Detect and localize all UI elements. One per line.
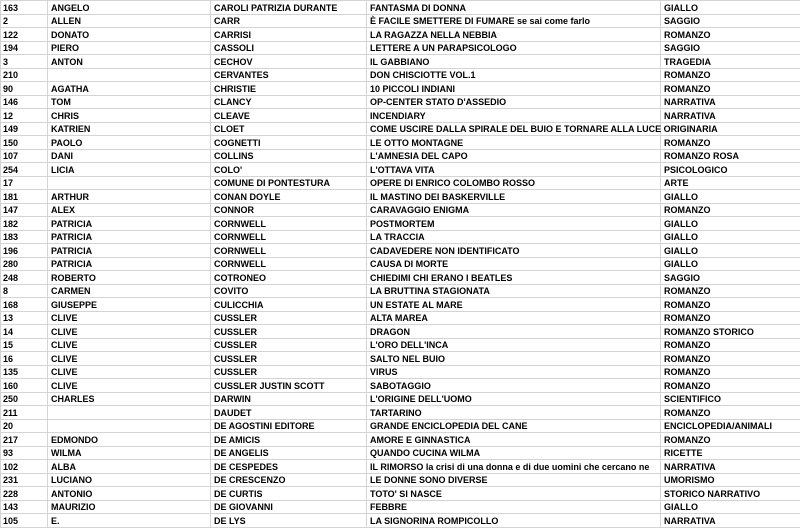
- cell-last-name[interactable]: CAROLI PATRIZIA DURANTE: [211, 1, 367, 15]
- spreadsheet-body: [1, 1, 800, 528]
- table-row: [1, 257, 800, 271]
- cell-id[interactable]: 122: [1, 28, 48, 42]
- cell-last-name[interactable]: CUSSLER: [211, 338, 367, 352]
- cell-genre[interactable]: ROMANZO: [661, 203, 800, 217]
- cell-id[interactable]: 183: [1, 230, 48, 244]
- cell-id[interactable]: 8: [1, 284, 48, 298]
- cell-id[interactable]: 168: [1, 298, 48, 312]
- cell-genre[interactable]: SAGGIO: [661, 41, 800, 55]
- cell-id[interactable]: 160: [1, 379, 48, 393]
- cell-title[interactable]: CHIEDIMI CHI ERANO I BEATLES: [367, 271, 661, 285]
- cell-title[interactable]: L'ORIGINE DELL'UOMO: [367, 392, 661, 406]
- cell-last-name[interactable]: CONAN DOYLE: [211, 190, 367, 204]
- cell-genre[interactable]: SCIENTIFICO: [661, 392, 800, 406]
- cell-first-name[interactable]: AGATHA: [48, 82, 211, 96]
- table-row: [1, 203, 800, 217]
- cell-last-name[interactable]: DE CRESCENZO: [211, 473, 367, 487]
- cell-first-name[interactable]: E.: [48, 514, 211, 528]
- cell-last-name[interactable]: COLLINS: [211, 149, 367, 163]
- cell-title[interactable]: AMORE E GINNASTICA: [367, 433, 661, 447]
- cell-genre[interactable]: ROMANZO: [661, 68, 800, 82]
- cell-last-name[interactable]: CULICCHIA: [211, 298, 367, 312]
- cell-id[interactable]: 16: [1, 352, 48, 366]
- cell-first-name[interactable]: WILMA: [48, 446, 211, 460]
- cell-genre[interactable]: ROMANZO ROSA: [661, 149, 800, 163]
- table-row: [1, 433, 800, 447]
- cell-title[interactable]: LE OTTO MONTAGNE: [367, 136, 661, 150]
- table-row: [1, 190, 800, 204]
- cell-genre[interactable]: NARRATIVA: [661, 514, 800, 528]
- cell-title[interactable]: CARAVAGGIO ENIGMA: [367, 203, 661, 217]
- cell-genre[interactable]: ROMANZO: [661, 338, 800, 352]
- table-row: [1, 82, 800, 96]
- table-row: [1, 419, 800, 433]
- cell-last-name[interactable]: CORNWELL: [211, 244, 367, 258]
- cell-last-name[interactable]: CECHOV: [211, 55, 367, 69]
- cell-title[interactable]: L'OTTAVA VITA: [367, 163, 661, 177]
- cell-title[interactable]: SALTO NEL BUIO: [367, 352, 661, 366]
- table-row: [1, 14, 800, 28]
- table-row: [1, 1, 800, 15]
- cell-last-name[interactable]: DAUDET: [211, 406, 367, 420]
- table-row: [1, 109, 800, 123]
- table-row: [1, 338, 800, 352]
- cell-title[interactable]: LE DONNE SONO DIVERSE: [367, 473, 661, 487]
- cell-last-name[interactable]: CARRISI: [211, 28, 367, 42]
- cell-title[interactable]: TOTO' SI NASCE: [367, 487, 661, 501]
- cell-genre[interactable]: ARTE: [661, 176, 800, 190]
- cell-genre[interactable]: GIALLO: [661, 244, 800, 258]
- cell-last-name[interactable]: DE LYS: [211, 514, 367, 528]
- cell-first-name[interactable]: PATRICIA: [48, 244, 211, 258]
- table-row: [1, 68, 800, 82]
- table-row: [1, 298, 800, 312]
- cell-first-name[interactable]: PATRICIA: [48, 230, 211, 244]
- cell-title[interactable]: IL RIMORSO la crisi di una donna e di due uomini che cercano ne: [367, 460, 661, 474]
- cell-first-name[interactable]: ALEX: [48, 203, 211, 217]
- cell-first-name[interactable]: ROBERTO: [48, 271, 211, 285]
- cell-first-name[interactable]: ARTHUR: [48, 190, 211, 204]
- cell-title[interactable]: LA RAGAZZA NELLA NEBBIA: [367, 28, 661, 42]
- cell-first-name[interactable]: CLIVE: [48, 365, 211, 379]
- cell-last-name[interactable]: CHRISTIE: [211, 82, 367, 96]
- cell-id[interactable]: 13: [1, 311, 48, 325]
- cell-title[interactable]: LA BRUTTINA STAGIONATA: [367, 284, 661, 298]
- cell-genre[interactable]: GIALLO: [661, 257, 800, 271]
- cell-last-name[interactable]: CLANCY: [211, 95, 367, 109]
- cell-title[interactable]: IL GABBIANO: [367, 55, 661, 69]
- cell-last-name[interactable]: COTRONEO: [211, 271, 367, 285]
- cell-genre[interactable]: NARRATIVA: [661, 95, 800, 109]
- cell-title[interactable]: SABOTAGGIO: [367, 379, 661, 393]
- cell-last-name[interactable]: CORNWELL: [211, 230, 367, 244]
- cell-last-name[interactable]: CLEAVE: [211, 109, 367, 123]
- table-row: [1, 446, 800, 460]
- cell-title[interactable]: LA SIGNORINA ROMPICOLLO: [367, 514, 661, 528]
- cell-first-name[interactable]: CLIVE: [48, 352, 211, 366]
- cell-id[interactable]: 231: [1, 473, 48, 487]
- cell-last-name[interactable]: COLO': [211, 163, 367, 177]
- table-row: [1, 284, 800, 298]
- cell-title[interactable]: QUANDO CUCINA WILMA: [367, 446, 661, 460]
- table-row: [1, 460, 800, 474]
- cell-id[interactable]: 105: [1, 514, 48, 528]
- cell-id[interactable]: 254: [1, 163, 48, 177]
- cell-last-name[interactable]: CORNWELL: [211, 217, 367, 231]
- cell-id[interactable]: 147: [1, 203, 48, 217]
- cell-id[interactable]: 181: [1, 190, 48, 204]
- cell-last-name[interactable]: CONNOR: [211, 203, 367, 217]
- cell-first-name[interactable]: KATRIEN: [48, 122, 211, 136]
- cell-id[interactable]: 20: [1, 419, 48, 433]
- table-row: [1, 514, 800, 528]
- table-row: [1, 392, 800, 406]
- cell-id[interactable]: 228: [1, 487, 48, 501]
- cell-last-name[interactable]: CERVANTES: [211, 68, 367, 82]
- cell-first-name[interactable]: ALLEN: [48, 14, 211, 28]
- cell-first-name[interactable]: DANI: [48, 149, 211, 163]
- cell-title[interactable]: L'AMNESIA DEL CAPO: [367, 149, 661, 163]
- cell-id[interactable]: 146: [1, 95, 48, 109]
- cell-first-name[interactable]: PATRICIA: [48, 217, 211, 231]
- cell-title[interactable]: UN ESTATE AL MARE: [367, 298, 661, 312]
- cell-first-name[interactable]: DONATO: [48, 28, 211, 42]
- cell-first-name[interactable]: [48, 419, 211, 433]
- cell-first-name[interactable]: PATRICIA: [48, 257, 211, 271]
- cell-id[interactable]: 12: [1, 109, 48, 123]
- cell-last-name[interactable]: DE CURTIS: [211, 487, 367, 501]
- table-row: [1, 176, 800, 190]
- table-row: [1, 163, 800, 177]
- cell-last-name[interactable]: DE AMICIS: [211, 433, 367, 447]
- cell-genre[interactable]: ROMANZO: [661, 352, 800, 366]
- cell-id[interactable]: 135: [1, 365, 48, 379]
- cell-id[interactable]: 15: [1, 338, 48, 352]
- cell-genre[interactable]: ROMANZO: [661, 365, 800, 379]
- cell-last-name[interactable]: CLOET: [211, 122, 367, 136]
- cell-title[interactable]: POSTMORTEM: [367, 217, 661, 231]
- cell-title[interactable]: LA TRACCIA: [367, 230, 661, 244]
- table-row: [1, 217, 800, 231]
- cell-genre[interactable]: NARRATIVA: [661, 109, 800, 123]
- cell-first-name[interactable]: [48, 68, 211, 82]
- cell-first-name[interactable]: EDMONDO: [48, 433, 211, 447]
- cell-id[interactable]: 3: [1, 55, 48, 69]
- cell-id[interactable]: 107: [1, 149, 48, 163]
- cell-first-name[interactable]: LUCIANO: [48, 473, 211, 487]
- table-row: [1, 28, 800, 42]
- cell-genre[interactable]: GIALLO: [661, 217, 800, 231]
- cell-id[interactable]: 217: [1, 433, 48, 447]
- cell-id[interactable]: 211: [1, 406, 48, 420]
- cell-genre[interactable]: PSICOLOGICO: [661, 163, 800, 177]
- cell-first-name[interactable]: ANGELO: [48, 1, 211, 15]
- table-row: [1, 325, 800, 339]
- cell-title[interactable]: FEBBRE: [367, 500, 661, 514]
- cell-id[interactable]: 280: [1, 257, 48, 271]
- cell-genre[interactable]: ENCICLOPEDIA/ANIMALI: [661, 419, 800, 433]
- table-row: [1, 365, 800, 379]
- cell-last-name[interactable]: DE AGOSTINI EDITORE: [211, 419, 367, 433]
- cell-genre[interactable]: ROMANZO: [661, 433, 800, 447]
- cell-title[interactable]: FANTASMA DI DONNA: [367, 1, 661, 15]
- cell-last-name[interactable]: COMUNE DI PONTESTURA: [211, 176, 367, 190]
- table-row: [1, 406, 800, 420]
- cell-id[interactable]: 90: [1, 82, 48, 96]
- table-row: [1, 500, 800, 514]
- cell-title[interactable]: INCENDIARY: [367, 109, 661, 123]
- cell-title[interactable]: LETTERE A UN PARAPSICOLOGO: [367, 41, 661, 55]
- cell-first-name[interactable]: CLIVE: [48, 325, 211, 339]
- cell-title[interactable]: L'ORO DELL'INCA: [367, 338, 661, 352]
- cell-last-name[interactable]: COVITO: [211, 284, 367, 298]
- cell-first-name[interactable]: CLIVE: [48, 379, 211, 393]
- table-row: [1, 244, 800, 258]
- cell-genre[interactable]: ROMANZO: [661, 136, 800, 150]
- table-row: [1, 122, 800, 136]
- cell-first-name[interactable]: CLIVE: [48, 338, 211, 352]
- cell-first-name[interactable]: ALBA: [48, 460, 211, 474]
- cell-title[interactable]: OPERE DI ENRICO COLOMBO ROSSO: [367, 176, 661, 190]
- cell-last-name[interactable]: DE ANGELIS: [211, 446, 367, 460]
- table-row: [1, 379, 800, 393]
- cell-first-name[interactable]: TOM: [48, 95, 211, 109]
- cell-genre[interactable]: GIALLO: [661, 190, 800, 204]
- table-row: [1, 352, 800, 366]
- cell-first-name[interactable]: CHARLES: [48, 392, 211, 406]
- cell-first-name[interactable]: LICIA: [48, 163, 211, 177]
- cell-last-name[interactable]: CUSSLER: [211, 365, 367, 379]
- cell-title[interactable]: TARTARINO: [367, 406, 661, 420]
- cell-genre[interactable]: ROMANZO: [661, 284, 800, 298]
- cell-genre[interactable]: NARRATIVA: [661, 460, 800, 474]
- cell-genre[interactable]: SAGGIO: [661, 14, 800, 28]
- table-row: [1, 41, 800, 55]
- cell-title[interactable]: VIRUS: [367, 365, 661, 379]
- cell-genre[interactable]: SAGGIO: [661, 271, 800, 285]
- table-row: [1, 136, 800, 150]
- cell-id[interactable]: 17: [1, 176, 48, 190]
- cell-first-name[interactable]: CLIVE: [48, 311, 211, 325]
- cell-title[interactable]: GRANDE ENCICLOPEDIA DEL CANE: [367, 419, 661, 433]
- cell-first-name[interactable]: MAURIZIO: [48, 500, 211, 514]
- cell-title[interactable]: IL MASTINO DEI BASKERVILLE: [367, 190, 661, 204]
- cell-id[interactable]: 182: [1, 217, 48, 231]
- cell-last-name[interactable]: CUSSLER JUSTIN SCOTT: [211, 379, 367, 393]
- cell-id[interactable]: 150: [1, 136, 48, 150]
- cell-last-name[interactable]: DARWIN: [211, 392, 367, 406]
- cell-id[interactable]: 102: [1, 460, 48, 474]
- cell-title[interactable]: CAUSA DI MORTE: [367, 257, 661, 271]
- table-row: [1, 149, 800, 163]
- cell-title[interactable]: 10 PICCOLI INDIANI: [367, 82, 661, 96]
- cell-id[interactable]: 163: [1, 1, 48, 15]
- cell-id[interactable]: 93: [1, 446, 48, 460]
- cell-genre[interactable]: ROMANZO: [661, 311, 800, 325]
- table-row: [1, 55, 800, 69]
- cell-id[interactable]: 248: [1, 271, 48, 285]
- cell-title[interactable]: È FACILE SMETTERE DI FUMARE se sai come farlo: [367, 14, 661, 28]
- cell-first-name[interactable]: [48, 406, 211, 420]
- cell-title[interactable]: DRAGON: [367, 325, 661, 339]
- table-row: [1, 473, 800, 487]
- cell-id[interactable]: 194: [1, 41, 48, 55]
- cell-genre[interactable]: GIALLO: [661, 500, 800, 514]
- cell-last-name[interactable]: CUSSLER: [211, 325, 367, 339]
- cell-first-name[interactable]: GIUSEPPE: [48, 298, 211, 312]
- cell-title[interactable]: DON CHISCIOTTE VOL.1: [367, 68, 661, 82]
- cell-title[interactable]: OP-CENTER STATO D'ASSEDIO: [367, 95, 661, 109]
- cell-id[interactable]: 14: [1, 325, 48, 339]
- cell-genre[interactable]: RICETTE: [661, 446, 800, 460]
- cell-genre[interactable]: ROMANZO: [661, 28, 800, 42]
- cell-last-name[interactable]: COGNETTI: [211, 136, 367, 150]
- cell-id[interactable]: 210: [1, 68, 48, 82]
- cell-last-name[interactable]: CASSOLI: [211, 41, 367, 55]
- cell-title[interactable]: CADAVEDERE NON IDENTIFICATO: [367, 244, 661, 258]
- cell-genre[interactable]: GIALLO: [661, 1, 800, 15]
- cell-last-name[interactable]: CUSSLER: [211, 352, 367, 366]
- cell-genre[interactable]: ROMANZO STORICO: [661, 325, 800, 339]
- table-row: [1, 311, 800, 325]
- cell-title[interactable]: ALTA MAREA: [367, 311, 661, 325]
- cell-last-name[interactable]: CUSSLER: [211, 311, 367, 325]
- cell-genre[interactable]: ROMANZO: [661, 379, 800, 393]
- cell-genre[interactable]: GIALLO: [661, 230, 800, 244]
- cell-id[interactable]: 250: [1, 392, 48, 406]
- cell-id[interactable]: 196: [1, 244, 48, 258]
- cell-genre[interactable]: ROMANZO: [661, 298, 800, 312]
- cell-first-name[interactable]: CHRIS: [48, 109, 211, 123]
- cell-last-name[interactable]: CARR: [211, 14, 367, 28]
- table-row: [1, 95, 800, 109]
- cell-genre[interactable]: ROMANZO: [661, 82, 800, 96]
- cell-id[interactable]: 143: [1, 500, 48, 514]
- cell-last-name[interactable]: CORNWELL: [211, 257, 367, 271]
- cell-id[interactable]: 2: [1, 14, 48, 28]
- cell-last-name[interactable]: DE GIOVANNI: [211, 500, 367, 514]
- table-row: [1, 230, 800, 244]
- cell-genre[interactable]: UMORISMO: [661, 473, 800, 487]
- cell-first-name[interactable]: PIERO: [48, 41, 211, 55]
- cell-first-name[interactable]: [48, 176, 211, 190]
- table-row: [1, 271, 800, 285]
- cell-title[interactable]: COME USCIRE DALLA SPIRALE DEL BUIO E TORNARE ALLA LUCE ORIGINARIA: [367, 122, 661, 136]
- cell-first-name[interactable]: ANTONIO: [48, 487, 211, 501]
- cell-first-name[interactable]: CARMEN: [48, 284, 211, 298]
- cell-id[interactable]: 149: [1, 122, 48, 136]
- cell-genre[interactable]: TRAGEDIA: [661, 55, 800, 69]
- cell-last-name[interactable]: DE CESPEDES: [211, 460, 367, 474]
- cell-first-name[interactable]: PAOLO: [48, 136, 211, 150]
- cell-first-name[interactable]: ANTON: [48, 55, 211, 69]
- cell-genre[interactable]: ROMANZO: [661, 406, 800, 420]
- cell-genre[interactable]: STORICO NARRATIVO: [661, 487, 800, 501]
